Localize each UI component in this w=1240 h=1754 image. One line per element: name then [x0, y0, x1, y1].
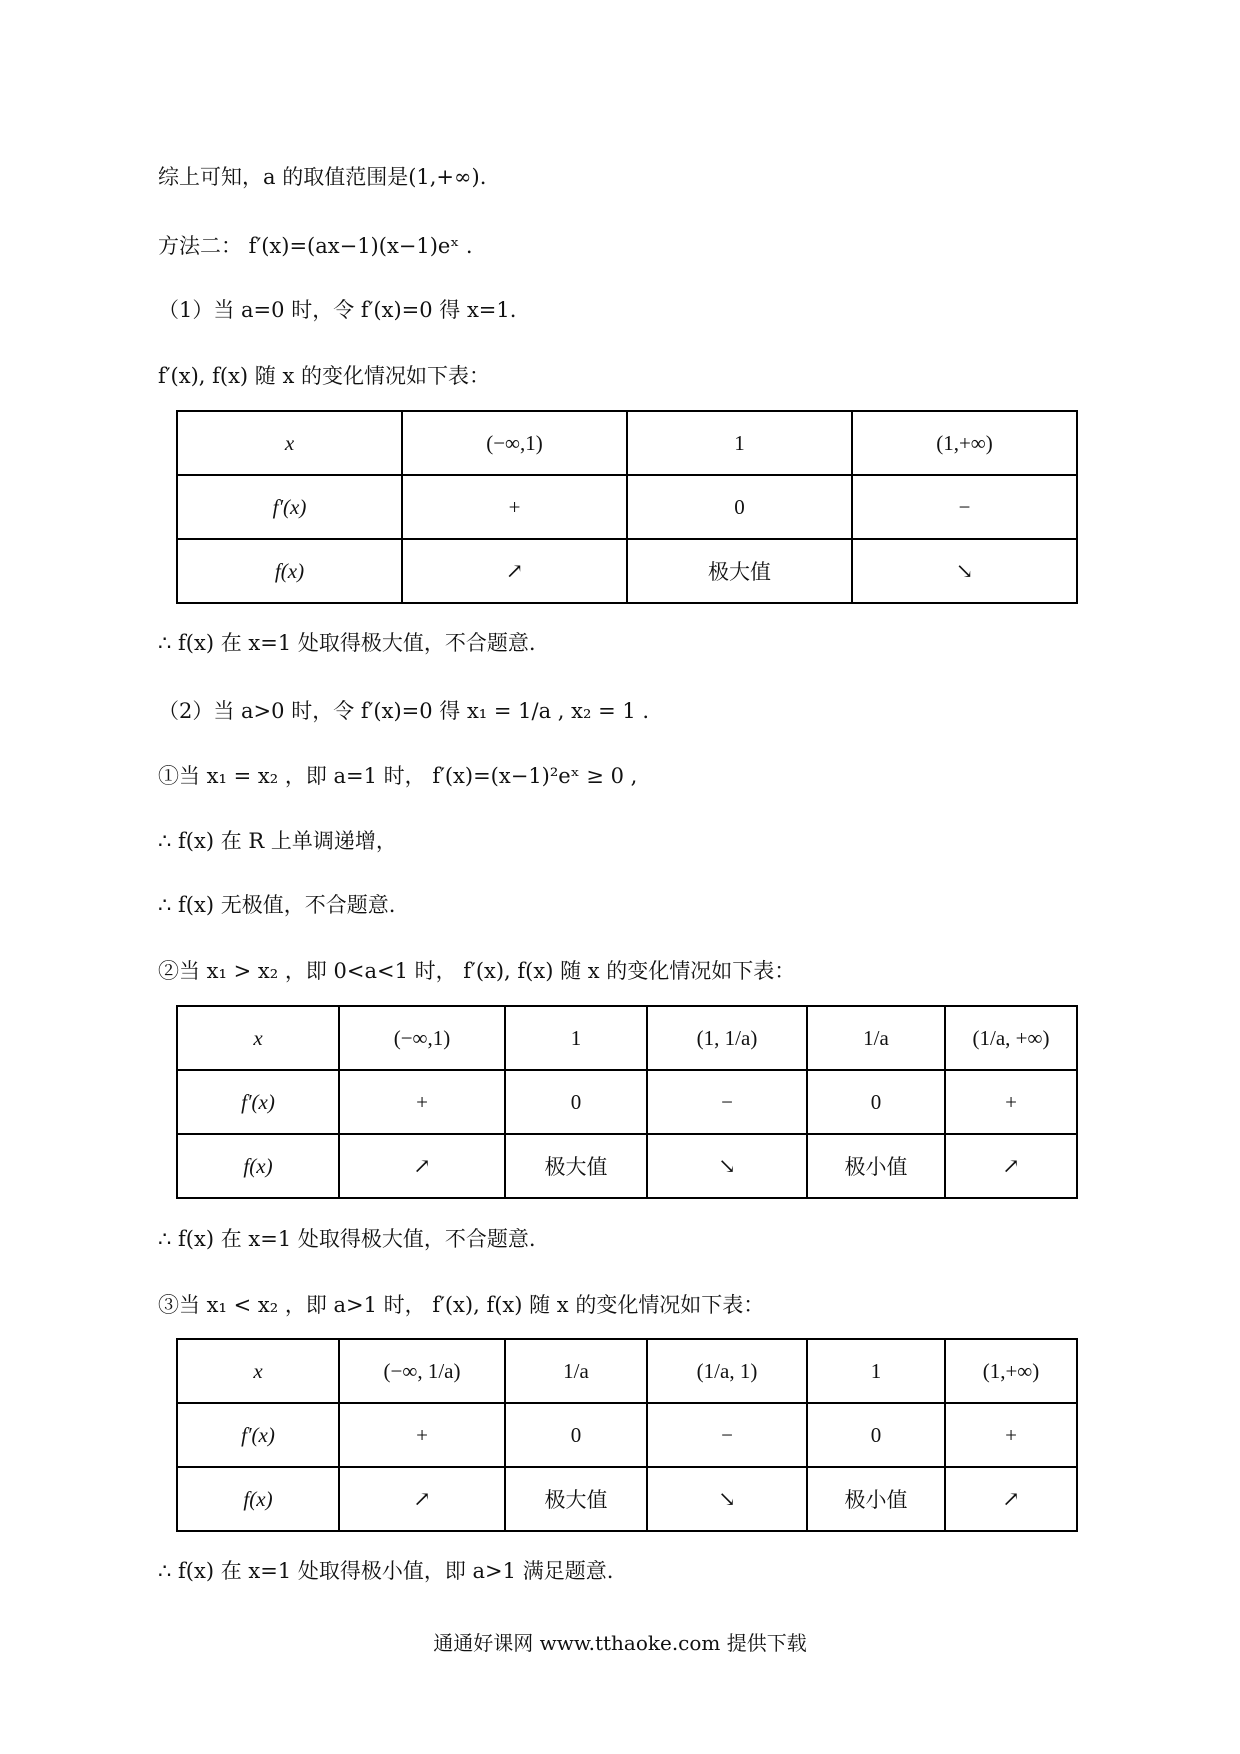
table-cell: ↗	[945, 1134, 1077, 1198]
sub1-result1: ∴ f(x) 在 R 上单调递增，	[158, 829, 397, 853]
table-cell: f′(x)	[177, 1070, 339, 1134]
table-cell: f(x)	[177, 539, 402, 603]
sub3-text: ③当 x₁ < x₂ ，即 a>1 时， f′(x), f(x) 随 x 的变化情况如下表：	[158, 1293, 765, 1317]
table-cell: (1/a, +∞)	[945, 1006, 1077, 1070]
result2-text: ∴ f(x) 在 x=1 处取得极大值，不合题意.	[158, 1227, 536, 1251]
sub1-result2: ∴ f(x) 无极值，不合题意.	[158, 893, 396, 917]
table-cell: 1/a	[505, 1339, 647, 1403]
sub1-text: ①当 x₁ = x₂ ，即 a=1 时， f′(x)=(x−1)²eˣ ≥ 0 ,	[158, 764, 638, 788]
page-footer: 通通好课网 www.tthaoke.com 提供下载	[433, 1631, 807, 1655]
table-cell: 极大值	[627, 539, 852, 603]
table-cell: 1	[627, 411, 852, 475]
table-cell: 0	[807, 1070, 945, 1134]
table-cell: 极小值	[807, 1134, 945, 1198]
result1-text: ∴ f(x) 在 x=1 处取得极大值，不合题意.	[158, 631, 536, 655]
table-row	[177, 1134, 1077, 1198]
table-cell: ↘	[647, 1467, 807, 1531]
case1-text: （1）当 a=0 时，令 f′(x)=0 得 x=1.	[158, 298, 517, 322]
table-cell: 极大值	[505, 1467, 647, 1531]
table-cell: 0	[807, 1403, 945, 1467]
table-cell: (−∞,1)	[402, 411, 627, 475]
table-row	[177, 1006, 1077, 1070]
table-row	[177, 1403, 1077, 1467]
conclusion-text: 综上可知，a 的取值范围是(1,+∞).	[158, 165, 487, 189]
table-cell: (1,+∞)	[852, 411, 1077, 475]
table-case2	[176, 1005, 1078, 1199]
table-case1	[176, 410, 1078, 604]
table-cell: ↗	[402, 539, 627, 603]
table-cell: 0	[505, 1070, 647, 1134]
sub2-text: ②当 x₁ > x₂ ，即 0<a<1 时， f′(x), f(x) 随 x 的变化情况如下表：	[158, 959, 796, 983]
table-cell: ↗	[339, 1134, 505, 1198]
table-row	[177, 1467, 1077, 1531]
table-cell: −	[852, 475, 1077, 539]
table-cell: (1,+∞)	[945, 1339, 1077, 1403]
table-cell: −	[647, 1403, 807, 1467]
table-cell: ↘	[647, 1134, 807, 1198]
table-row	[177, 1070, 1077, 1134]
table-cell: 极小值	[807, 1467, 945, 1531]
table-cell: x	[177, 411, 402, 475]
table-cell: (1/a, 1)	[647, 1339, 807, 1403]
method2-text: 方法二： f′(x)=(ax−1)(x−1)eˣ .	[158, 234, 473, 258]
table-cell: (−∞,1)	[339, 1006, 505, 1070]
table-cell: f(x)	[177, 1134, 339, 1198]
table-cell: 1	[505, 1006, 647, 1070]
table-row	[177, 539, 1077, 603]
table-cell: f′(x)	[177, 475, 402, 539]
table-cell: +	[339, 1403, 505, 1467]
table-cell: 0	[627, 475, 852, 539]
case2-text: （2）当 a>0 时，令 f′(x)=0 得 x₁ = 1/a , x₂ = 1 .	[158, 699, 650, 723]
table-cell: +	[339, 1070, 505, 1134]
table-row	[177, 411, 1077, 475]
table-cell: ↗	[945, 1467, 1077, 1531]
table-cell: ↗	[339, 1467, 505, 1531]
table-cell: 1/a	[807, 1006, 945, 1070]
table-cell: x	[177, 1006, 339, 1070]
table-cell: ↘	[852, 539, 1077, 603]
table-cell: f(x)	[177, 1467, 339, 1531]
table-row	[177, 475, 1077, 539]
table-row	[177, 1339, 1077, 1403]
table-cell: 极大值	[505, 1134, 647, 1198]
table-cell: 0	[505, 1403, 647, 1467]
table-cell: x	[177, 1339, 339, 1403]
table-cell: +	[945, 1403, 1077, 1467]
table-cell: (1, 1/a)	[647, 1006, 807, 1070]
table1-intro: f′(x), f(x) 随 x 的变化情况如下表：	[158, 364, 490, 388]
table-cell: (−∞, 1/a)	[339, 1339, 505, 1403]
table-case3	[176, 1338, 1078, 1532]
result3-text: ∴ f(x) 在 x=1 处取得极小值，即 a>1 满足题意.	[158, 1559, 614, 1583]
table-cell: 1	[807, 1339, 945, 1403]
table-cell: +	[945, 1070, 1077, 1134]
table-cell: +	[402, 475, 627, 539]
table-cell: f′(x)	[177, 1403, 339, 1467]
table-cell: −	[647, 1070, 807, 1134]
